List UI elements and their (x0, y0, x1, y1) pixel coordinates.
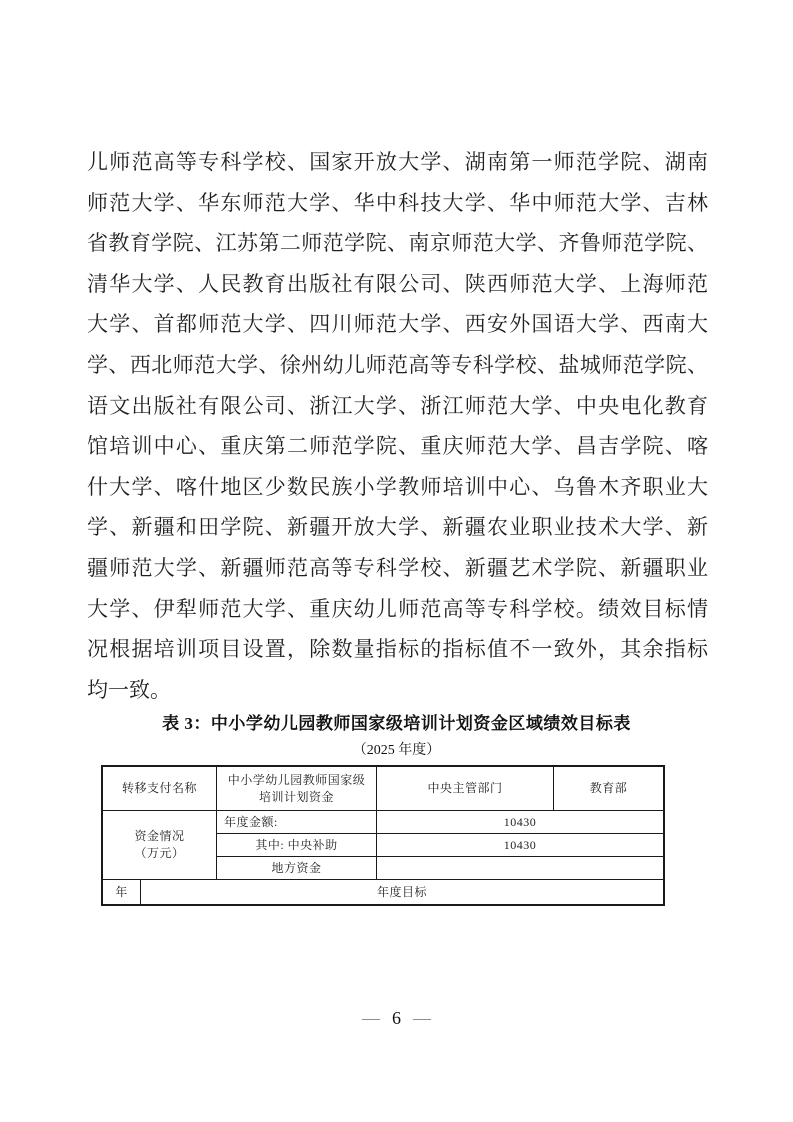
body-line: 儿师范高等专科学校、国家开放大学、湖南第一师范学院、湖南 (87, 150, 708, 174)
fund-group-label-line2: （万元） (134, 846, 185, 860)
local-fund-label: 地方资金 (271, 860, 322, 875)
central-subsidy-label: 其中: 中央补助 (255, 837, 338, 852)
annual-amount-label: 年度金额: (224, 814, 278, 829)
cell-annual-amount-value (377, 811, 663, 833)
central-subsidy-value: 10430 (503, 837, 537, 852)
transfer-payment-label: 转移支付名称 (121, 781, 197, 795)
page-number-dash-right: — (413, 1008, 431, 1028)
cell-fund-group-label (103, 811, 216, 879)
fund-group-label-line1: 资金情况 (134, 829, 185, 843)
central-dept-value: 教育部 (589, 781, 628, 795)
transfer-payment-value-line1: 中小学幼儿园教师国家级 (227, 772, 366, 787)
body-line: 大学、首都师范大学、四川师范大学、西安外国语大学、西南大 (87, 312, 708, 337)
body-line: 学、西北师范大学、徐州幼儿师范高等专科学校、盐城师范学院、 (87, 352, 708, 377)
cell-annual-amount-label (217, 811, 376, 833)
body-line: 学、新疆和田学院、新疆开放大学、新疆农业职业技术大学、新 (87, 515, 708, 540)
body-line: 师范大学、华东师范大学、华中科技大学、华中师范大学、吉林 (87, 190, 708, 215)
cell-year-label (103, 880, 140, 904)
body-line: 馆培训中心、重庆第二师范学院、重庆师范大学、昌吉学院、喀 (87, 434, 708, 459)
annual-goal-label: 年度目标 (376, 884, 427, 899)
table-caption-year: （2025 年度） (352, 743, 441, 758)
cell-transfer-payment-label (103, 767, 216, 810)
performance-target-table (101, 765, 665, 906)
cell-central-dept-value (554, 767, 663, 810)
body-line: 语文出版社有限公司、浙江大学、浙江师范大学、中央电化教育 (87, 393, 708, 418)
cell-annual-goal-label (141, 880, 663, 904)
cell-transfer-payment-value (217, 767, 376, 810)
cell-local-fund-label (217, 857, 376, 879)
body-paragraph (87, 142, 708, 710)
body-line: 均一致。 (87, 677, 171, 702)
page-number-value: 6 (392, 1008, 401, 1028)
page-number (0, 1008, 793, 1029)
body-line: 疆师范大学、新疆师范高等专科学校、新疆艺术学院、新疆职业 (87, 555, 708, 580)
body-line: 什大学、喀什地区少数民族小学教师培训中心、乌鲁木齐职业大 (87, 474, 708, 499)
body-line: 清华大学、人民教育出版社有限公司、陕西师范大学、上海师范 (87, 271, 708, 296)
cell-central-subsidy-label (217, 834, 376, 856)
table-caption-title: 表 3：中小学幼儿园教师国家级培训计划资金区域绩效目标表 (162, 714, 631, 733)
body-line: 省教育学院、江苏第二师范学院、南京师范大学、齐鲁师范学院、 (87, 231, 708, 256)
cell-central-dept-label (377, 767, 553, 810)
body-line: 况根据培训项目设置，除数量指标的指标值不一致外，其余指标 (87, 637, 708, 662)
transfer-payment-value-line2: 培训计划资金 (258, 789, 334, 804)
cell-local-fund-value (377, 857, 663, 879)
annual-amount-value: 10430 (503, 814, 537, 829)
year-label: 年 (115, 884, 128, 899)
body-line: 大学、伊犁师范大学、重庆幼儿师范高等专科学校。绩效目标情 (87, 596, 708, 621)
page-number-dash-left: — (362, 1008, 380, 1028)
cell-central-subsidy-value (377, 834, 663, 856)
central-dept-label: 中央主管部门 (427, 781, 503, 795)
